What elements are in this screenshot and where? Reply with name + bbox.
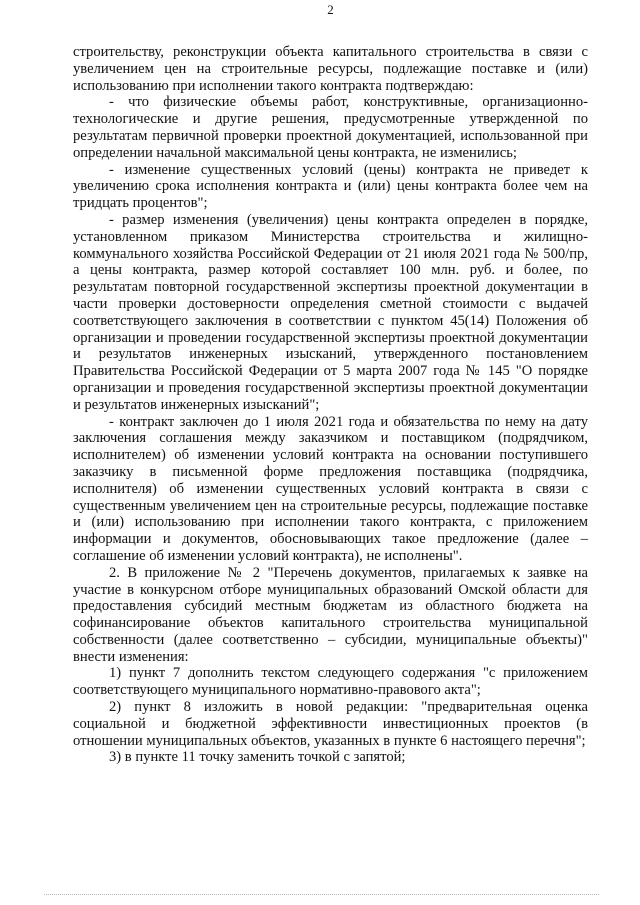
paragraph-item-1: 1) пункт 7 дополнить текстом следующего содержания "с приложением соответствующего муниципального нормативно-правового акта"; bbox=[73, 665, 588, 699]
paragraph-price-change-order: - размер изменения (увеличения) цены контракта определен в порядке, установленном приказом Министерства строительства и жилищно-коммунального хозяйства Российской Федерации от 21 июля 2021 года № 500/пр, а цены контракта, размер которой составляет 100 млн. руб. и более, по результатам повторной государственной экспертизы проектной документации в части проверки достоверности определения сметной стоимости с выдачей соответствующего заключения в соответствии с пунктом 45(14) Положения об организации и проведении государственной экспертизы проектной документации и результатов инженерных изысканий, утвержденного постановлением Правительства Российской Федерации от 5 марта 2007 года № 145 "О порядке организации и проведения государственной экспертизы проектной документации и результатов инженерных изысканий"; bbox=[73, 211, 588, 413]
paragraph-contract-concluded: - контракт заключен до 1 июля 2021 года и обязательства по нему на дату заключения соглашения между заказчиком и поставщиком (подрядчиком, исполнителем) об изменении условий контракта на основании поступившего заказчику в письменной форме предложения поставщика (подрядчика, исполнителя) об изменении существенных условий контракта в связи с существенным увеличением цен на строительные ресурсы, подлежащие поставке и (или) использованию при исполнении такого контракта, с приложением информации и документов, обосновывающих такое предложение (далее – соглашение об изменении условий контракта), не исполнены". bbox=[73, 413, 588, 564]
paragraph-term-not-increased: - изменение существенных условий (цены) контракта не приведет к увеличению срока исполнения контракта и (или) цены контракта более чем на тридцать процентов"; bbox=[73, 161, 588, 212]
paragraph-item-3: 3) в пункте 11 точку заменить точкой с запятой; bbox=[109, 749, 406, 766]
page-number: 2 bbox=[327, 2, 334, 17]
paragraph-item-2: 2) пункт 8 изложить в новой редакции: "предварительная оценка социальной и бюджетной эффективности инвестиционных проектов (в отношении муниципальных объектов, указанных в пункте 6 настоящего перечня"; bbox=[73, 699, 588, 749]
paragraph-volumes-unchanged: - что физические объемы работ, конструктивные, организационно-технологические и другие решения, предусмотренные утвержденной по результатам первичной проверки проектной документацией, использованной при определении начальной максимальной цены контракта, не изменились; bbox=[73, 94, 588, 161]
paragraph-appendix-2-changes: 2. В приложение № 2 "Перечень документов, прилагаемых к заявке на участие в конкурсном отборе муниципальных образований Омской области для предоставления субсидий местным бюджетам из областного бюджета на софинансирование объектов капитального строительства муниципальной собственности (далее соответственно – субсидии, муниципальные объекты)" внести изменения: bbox=[73, 564, 588, 665]
document-body bbox=[73, 44, 588, 766]
paragraph-continuation: строительству, реконструкции объекта капитального строительства в связи с увеличением цен на строительные ресурсы, подлежащие поставке и (или) использованию при исполнении такого контракта подтверждаю: bbox=[73, 44, 588, 94]
bottom-divider bbox=[44, 894, 599, 895]
